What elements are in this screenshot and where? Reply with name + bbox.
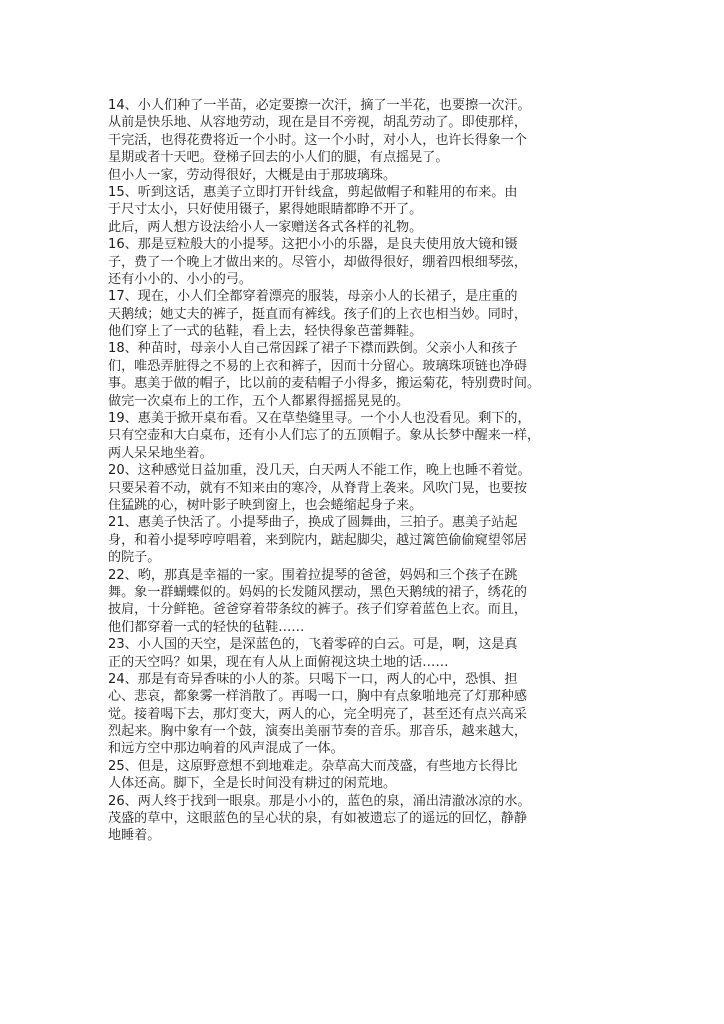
- text-line: 做完一次桌布上的工作，五个人都累得摇摇晃晃的。: [108, 393, 410, 409]
- text-line: 19、惠美于掀开桌布看。又在草垫缝里寻。一个小人也没看见。剩下的，: [108, 411, 531, 427]
- text-line: 于尺寸太小，只好使用镊子，累得她眼睛都睁不开了。: [108, 202, 423, 218]
- text-line: 18、种苗时，母亲小人自己常因踩了裙子下襟而跌倒。父亲小人和孩子: [108, 341, 518, 357]
- text-line: 还有小小的、小小的弓。: [108, 271, 253, 287]
- text-line: 22、哟，那真是幸福的一家。围着拉提琴的爸爸，妈妈和三个孩子在跳: [108, 567, 518, 583]
- text-line: 心、悲哀，都象雾一样消散了。再喝一口，胸中有点象啪地亮了灯那种感: [108, 689, 527, 705]
- text-line: 的院子。: [108, 550, 161, 566]
- text-line: 事。惠美于做的帽子，比以前的麦秸帽子小得多，搬运菊花，特别费时间。: [108, 376, 541, 392]
- text-line: 此后，两人想方设法给小人一家赠送各式各样的礼物。: [108, 219, 423, 235]
- text-line: 住猛跳的心，树叶影子映到窗上，也会蜷缩起身子来。: [108, 497, 423, 513]
- text-line: 25、但是，这原野意想不到地难走。杂草高大而茂盛，有些地方长得比: [108, 758, 518, 774]
- text-line: 茂盛的草中，这眼蓝色的呈心状的泉，有如被遗忘了的遥远的回忆，静静: [108, 811, 527, 827]
- text-line: 舞。象一群蝴蝶似的。妈妈的长发随风摆动，黑色天鹅绒的裙子，绣花的: [108, 584, 527, 600]
- text-line: 人体还高。脚下，全是长时间没有耕过的闲荒地。: [108, 776, 397, 792]
- text-line: 们，唯恐弄脏得之不易的上衣和裤子，因而十分留心。玻璃珠项链也净碍: [108, 358, 527, 374]
- text-line: 烈起来。胸中象有一个鼓，演奏出美丽节奏的音乐。那音乐，越来越大，: [108, 724, 527, 740]
- text-line: 星期或者十天吧。登梯子回去的小人们的腿，有点摇晃了。: [108, 150, 449, 166]
- text-line: 他们穿上了一式的毡鞋，看上去，轻快得象芭蕾舞鞋。: [108, 324, 423, 340]
- text-line: 26、两人终于找到一眼泉。那是小小的，蓝色的泉，涌出清澈冰凉的水。: [108, 793, 531, 809]
- text-line: 只有空壶和大白桌布，还有小人们忘了的五顶帽子。象从长梦中醒来一样，: [108, 428, 541, 444]
- document-body: [108, 97, 624, 845]
- text-line: 身，和着小提琴哼哼唱着，来到院内，踮起脚尖，越过篱笆偷偷窥望邻居: [108, 532, 527, 548]
- text-line: 正的天空吗？如果，现在有人从上面俯视这块土地的话……: [108, 654, 449, 670]
- text-line: 地睡着。: [108, 828, 161, 844]
- text-line: 觉。接着喝下去，那灯变大，两人的心，完全明亮了，甚至还有点兴高采: [108, 706, 527, 722]
- text-line: 但小人一家，劳动得很好，大概是由于那玻璃珠。: [108, 167, 397, 183]
- text-line: 干完活，也得花费将近一个小时。这一个小时，对小人，也许长得象一个: [108, 132, 527, 148]
- text-line: 24、那是有奇异香味的小人的茶。只喝下一口，两人的心中，恐惧、担: [108, 671, 518, 687]
- text-line: 子，费了一个晚上才做出来的。尽管小，却做得很好，绷着四根细琴弦，: [108, 254, 527, 270]
- text-line: 15、听到这话，惠美子立即打开针线盒，剪起做帽子和鞋用的布来。由: [108, 184, 518, 200]
- text-line: 和远方空中那边响着的风声混成了一体。: [108, 741, 344, 757]
- text-line: 从前是快乐地、从容地劳动，现在是目不旁视，胡乱劳动了。即使那样，: [108, 115, 527, 131]
- text-line: 20、这种感觉日益加重，没几天，白天两人不能工作，晚上也睡不着觉。: [108, 463, 531, 479]
- text-line: 两人呆呆地坐着。: [108, 445, 213, 461]
- text-line: 披肩，十分鲜艳。爸爸穿着带条纹的裤子。孩子们穿着蓝色上衣。而且，: [108, 602, 527, 618]
- text-line: 14、小人们种了一半苗，必定要擦一次汗，摘了一半花，也要擦一次汗。: [108, 98, 531, 113]
- text-line: 17、现在，小人们全都穿着漂亮的服装，母亲小人的长裙子，是庄重的: [108, 289, 518, 305]
- text-line: 23、小人国的天空，是深蓝色的，飞着零碎的白云。可是，啊，这是真: [108, 637, 518, 653]
- text-line: 21、惠美子快活了。小提琴曲子，换成了圆舞曲，三拍子。惠美子站起: [108, 515, 518, 531]
- text-line: 他们都穿着一式的轻快的毡鞋……: [108, 619, 305, 635]
- text-line: 16、那是豆粒般大的小提琴。这把小小的乐器，是良夫使用放大镜和镊: [108, 237, 518, 253]
- text-line: 只要呆着不动，就有不知来由的寒冷，从脊背上袭来。风吹门晃，也要按: [108, 480, 527, 496]
- text-line: 天鹅绒；她丈夫的裤子，挺直而有裤线。孩子们的上衣也相当妙。同时，: [108, 306, 527, 322]
